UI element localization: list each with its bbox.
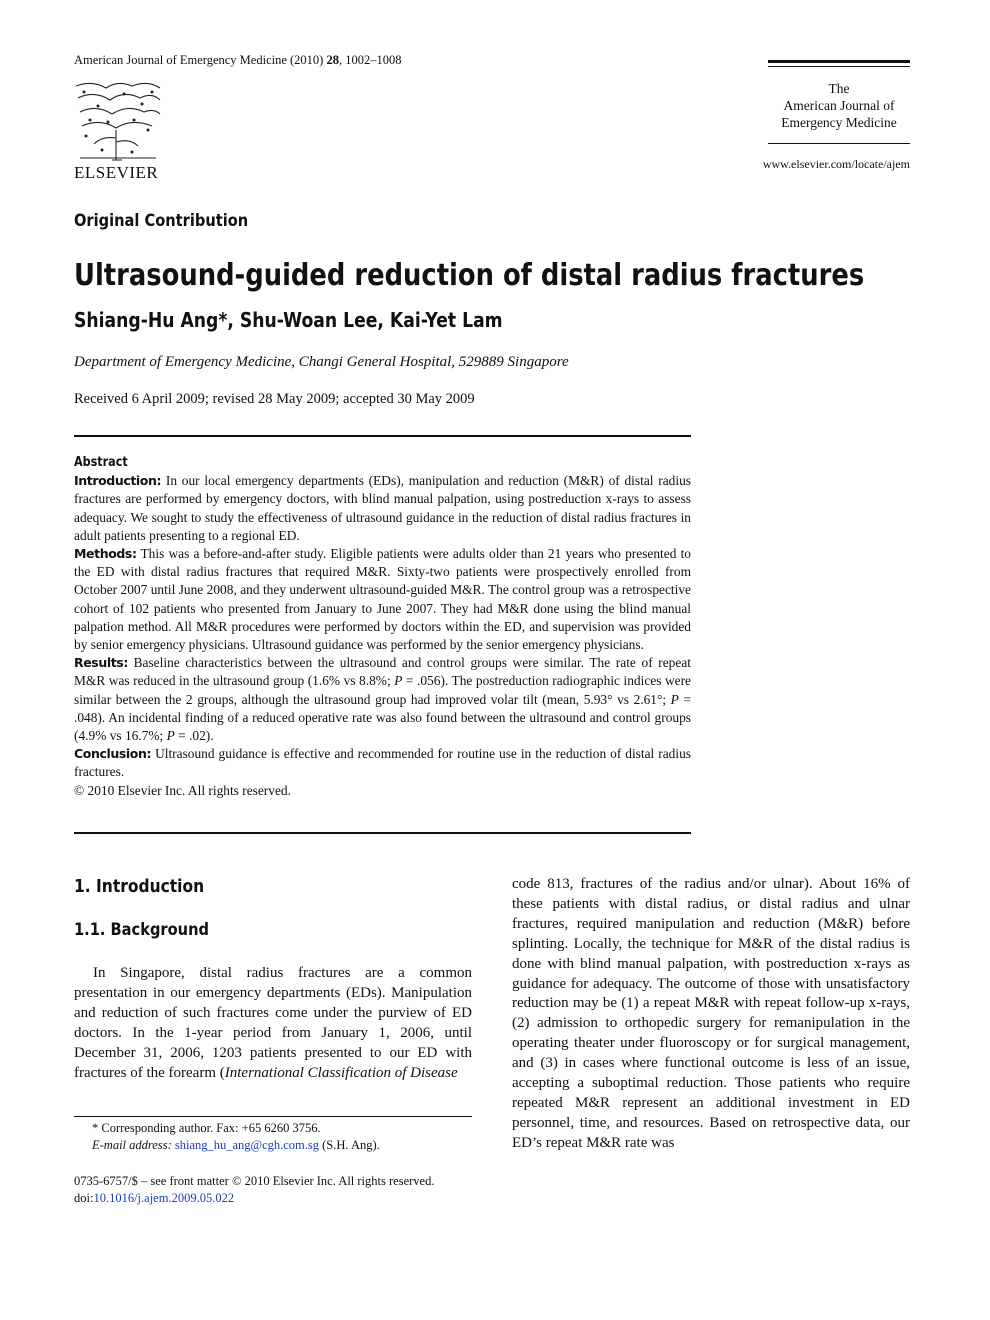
masthead-line-2: American Journal of (783, 98, 895, 113)
journal-citation (74, 53, 401, 68)
footnote-rule (74, 1116, 472, 1117)
author-affiliation: Department of Emergency Medicine, Changi General Hospital, 529889 Singapore (74, 354, 569, 370)
email-link[interactable]: shiang_hu_ang@cgh.com.sg (174, 1138, 320, 1152)
body-column-left (74, 964, 472, 1083)
subsection-heading-background: 1.1. Background (74, 920, 209, 940)
email-note: E-mail address: shiang_hu_ang@cgh.com.sg (S.H. Ang). (92, 1138, 380, 1152)
abstract (74, 453, 691, 800)
abstract-copyright: © 2010 Elsevier Inc. All rights reserved. (74, 782, 291, 798)
abstract-top-rule (74, 435, 691, 437)
masthead-line-1: The (828, 81, 850, 96)
body-column-right (512, 875, 910, 1154)
body-paragraph: In Singapore, distal radius fractures are a common presentation in our emergency departments (EDs). Manipulation and reduction of such fractures come under the purview of ED doctors. In the 1-year period from January 1, 2006, until December 31, 2006, 1203 patients presented to our ED with fractures of the forearm (International Classification of Disease (74, 965, 472, 1081)
front-matter (74, 1173, 434, 1207)
journal-url[interactable]: www.elsevier.com/locate/ajem (762, 157, 910, 171)
corresponding-author-note: * Corresponding author. Fax: +65 6260 3756. (92, 1121, 321, 1135)
front-matter-line: 0735-6757/$ – see front matter © 2010 Elsevier Inc. All rights reserved. (74, 1174, 435, 1188)
masthead-rule-thick (768, 60, 910, 63)
abstract-heading: Abstract (74, 455, 128, 470)
page-range: , 1002–1008 (338, 53, 402, 67)
article-authors: Shiang-Hu Ang*, Shu-Woan Lee, Kai-Yet Lam (74, 308, 503, 332)
citation-prefix: American Journal of Emergency Medicine (2010) (74, 53, 327, 67)
abstract-bottom-rule (74, 832, 691, 834)
volume-number: 28 (326, 53, 339, 67)
abstract-introduction: Introduction: In our local emergency departments (EDs), manipulation and reduction (M&R) of distal radius fractures are performed by emergency doctors, with blind manual palpation, using postreduction x-rays to assess adequacy. We sought to study the effectiveness of ultrasound guidance in the reduction of distal radius fractures in adult patients presenting to a regional ED. (74, 473, 691, 543)
masthead-rule-bottom (768, 143, 910, 144)
doi-line: doi:10.1016/j.ajem.2009.05.022 (74, 1191, 235, 1205)
doi-link[interactable]: 10.1016/j.ajem.2009.05.022 (93, 1191, 235, 1205)
abstract-methods: Methods: This was a before-and-after study. Eligible patients were adults older than 21 years who presented to the ED with distal radius fractures that required M&R. Sixty-two patients were prospectively enrolled from October 2007 until June 2008, and they underwent ultrasound-guided M&R. The control group was a retrospective cohort of 102 patients who presented from January to June 2007. They had M&R done using the blind manual palpation method. All M&R procedures were performed by doctors within the ED, and supervision was provided by senior emergency physicians. Ultrasound guidance was performed by the senior emergency physicians. (74, 546, 691, 653)
elsevier-wordmark: ELSEVIER (74, 163, 159, 182)
received-dates: Received 6 April 2009; revised 28 May 2009; accepted 30 May 2009 (74, 391, 475, 407)
abstract-results: Results: Baseline characteristics between the ultrasound and control groups were similar. The rate of repeat M&R was reduced in the ultrasound group (1.6% vs 8.8%; P = .056). The postreduction radiographic indices were similar between the 2 groups, although the ultrasound group had improved volar tilt (mean, 5.93° vs 2.61°; P = .048). An incidental finding of a reduced operative rate was also found between the ultrasound and control groups (4.9% vs 16.7%; P = .02). (74, 655, 691, 744)
masthead-rule-thin (768, 66, 910, 67)
journal-masthead (768, 80, 910, 131)
article-section: Original Contribution (74, 211, 249, 231)
article-title: Ultrasound-guided reduction of distal radius fractures (74, 258, 865, 293)
section-heading-introduction: 1. Introduction (74, 876, 205, 897)
body-paragraph-continued: code 813, fractures of the radius and/or ulnar). About 16% of these patients with distal radius, or distal radius and ulnar fractures, required manipulation and reduction (M&R) before splinting. Locally, the technique for M&R of the distal radius is done with blind manual palpation, with postreduction x-rays as guidance for adequacy. The outcome of those with unsatisfactory reduction may be (1) a repeat M&R with repeat follow-up x-rays, (2) admission to orthopedic surgery for remanipulation in the operating theater under fluoroscopy or for surgical management, and (3) in cases where functional outcome is less of an issue, accepting a suboptimal reduction. Those patients who require repeated M&R represent an additional investment in ED personnel, time, and resources. Based on retrospective data, our ED’s repeat M&R rate was (512, 876, 910, 1151)
masthead-line-3: Emergency Medicine (781, 115, 897, 130)
abstract-conclusion: Conclusion: Ultrasound guidance is effective and recommended for routine use in the reduction of distal radius fractures. (74, 746, 691, 780)
